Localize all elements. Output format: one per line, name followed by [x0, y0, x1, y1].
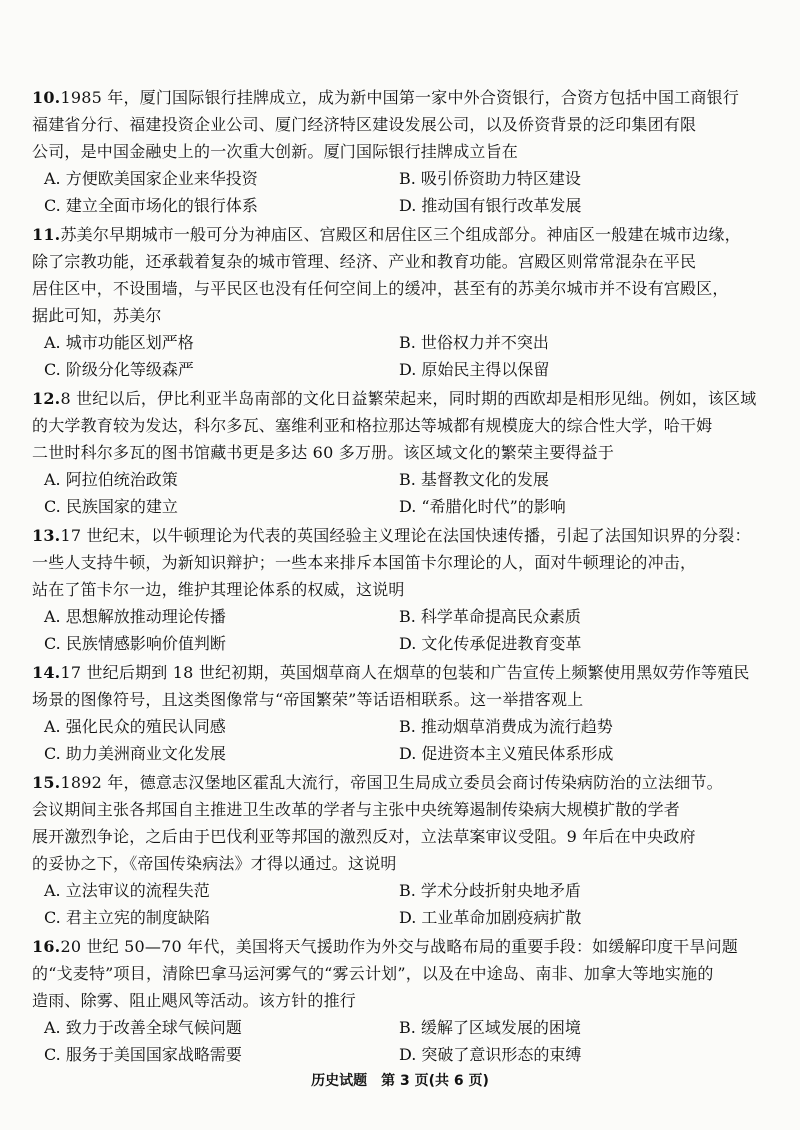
answer-options [32, 713, 772, 767]
question-text: 17 世纪后期到 18 世纪初期，英国烟草商人在烟草的包装和广告宣传上频繁使用黑奴劳作等殖民 [60, 663, 750, 682]
question [32, 522, 772, 657]
question-stem-line [32, 111, 772, 138]
answer-option: C. 民族情感影响价值判断 [44, 634, 226, 653]
answer-option: C. 君主立宪的制度缺陷 [44, 908, 210, 927]
question-text: 二世时科尔多瓦的图书馆藏书更是多达 60 多万册。该区域文化的繁荣主要得益于 [32, 443, 615, 462]
answer-option: D. 突破了意识形态的束缚 [399, 1045, 582, 1064]
question-text: 场景的图像符号，且这类图像常与“帝国繁荣”等话语相联系。这一举措客观上 [32, 690, 584, 709]
question-number: 10. [32, 88, 61, 107]
answer-option: C. 服务于美国国家战略需要 [44, 1045, 242, 1064]
question-stem-line [32, 769, 772, 796]
answer-option: C. 建立全面市场化的银行体系 [44, 196, 258, 215]
question-stem-line [32, 850, 772, 877]
question-stem-line [32, 549, 772, 576]
question [32, 221, 772, 383]
answer-option: B. 科学革命提高民众素质 [399, 607, 581, 626]
answer-option: D. 推动国有银行改革发展 [399, 196, 582, 215]
answer-option: C. 民族国家的建立 [44, 497, 178, 516]
question-list [32, 84, 772, 1070]
question-number: 16. [32, 937, 61, 956]
question [32, 659, 772, 767]
question-text: 的妥协之下，《帝国传染病法》才得以通过。这说明 [32, 854, 397, 873]
answer-option: B. 基督教文化的发展 [399, 470, 549, 489]
question-text: 的“戈麦特”项目，清除巴拿马运河雾气的“雾云计划”，以及在中途岛、南非、加拿大等地实施的 [32, 964, 714, 983]
question-text: 据此可知，苏美尔 [32, 306, 162, 325]
question-number: 15. [32, 773, 61, 792]
answer-option: A. 方便欧美国家企业来华投资 [44, 169, 258, 188]
question-number: 12. [32, 389, 61, 408]
question-text: 8 世纪以后，伊比利亚半岛南部的文化日益繁荣起来，同时期的西欧却是相形见绌。例如，该区域 [60, 389, 757, 408]
question-stem-line [32, 439, 772, 466]
question-text: 公司，是中国金融史上的一次重大创新。厦门国际银行挂牌成立旨在 [32, 142, 519, 161]
question-stem-line [32, 576, 772, 603]
question-number: 14. [32, 663, 61, 682]
question-text: 造雨、除雾、阻止飓风等活动。该方针的推行 [32, 991, 357, 1010]
answer-option: A. 致力于改善全球气候问题 [44, 1018, 242, 1037]
answer-option: B. 吸引侨资助力特区建设 [399, 169, 581, 188]
question-stem-line [32, 522, 772, 549]
answer-options [32, 329, 772, 383]
question-stem-line [32, 960, 772, 987]
question-text: 福建省分行、福建投资企业公司、厦门经济特区建设发展公司，以及侨资背景的泛印集团有限 [32, 115, 697, 134]
question-stem-line [32, 987, 772, 1014]
question-text: 20 世纪 50—70 年代，美国将天气援助作为外交与战略布局的重要手段：如缓解印度干旱问题 [60, 937, 738, 956]
question-text: 一些人支持牛顿，为新知识辩护；一些本来排斥本国笛卡尔理论的人，面对牛顿理论的冲击， [32, 553, 697, 572]
question [32, 769, 772, 931]
answer-options [32, 165, 772, 219]
answer-option: B. 缓解了区域发展的困境 [399, 1018, 581, 1037]
question-stem-line [32, 138, 772, 165]
question-text: 除了宗教功能，还承载着复杂的城市管理、经济、产业和教育功能。宫殿区则常常混杂在平民 [32, 252, 697, 271]
question-text: 站在了笛卡尔一边，维护其理论体系的权威，这说明 [32, 580, 405, 599]
question-text: 居住区中，不设围墙，与平民区也没有任何空间上的缓冲，甚至有的苏美尔城市并不设有宫殿区， [32, 279, 729, 298]
question-stem-line [32, 686, 772, 713]
question-number: 11. [32, 225, 61, 244]
answer-option: A. 立法审议的流程失范 [44, 881, 210, 900]
answer-option: B. 推动烟草消费成为流行趋势 [399, 717, 613, 736]
question-stem-line [32, 385, 772, 412]
question-stem-line [32, 659, 772, 686]
question-stem-line [32, 823, 772, 850]
question-text: 展开激烈争论，之后由于巴伐利亚等邦国的激烈反对，立法草案审议受阻。9 年后在中央政府 [32, 827, 696, 846]
answer-options [32, 1014, 772, 1068]
answer-option: A. 城市功能区划严格 [44, 333, 194, 352]
question-stem-line [32, 84, 772, 111]
question [32, 84, 772, 219]
answer-option: D. 促进资本主义殖民体系形成 [399, 744, 614, 763]
question-text: 17 世纪末，以牛顿理论为代表的英国经验主义理论在法国快速传播，引起了法国知识界的分裂： [60, 526, 751, 545]
question-stem-line [32, 933, 772, 960]
answer-option: A. 思想解放推动理论传播 [44, 607, 226, 626]
question [32, 933, 772, 1068]
answer-option: C. 阶级分化等级森严 [44, 360, 194, 379]
answer-option: C. 助力美洲商业文化发展 [44, 744, 226, 763]
question-text: 苏美尔早期城市一般可分为神庙区、宫殿区和居住区三个组成部分。神庙区一般建在城市边缘， [60, 225, 741, 244]
answer-options [32, 877, 772, 931]
question-number: 13. [32, 526, 61, 545]
answer-option: D. 原始民主得以保留 [399, 360, 550, 379]
answer-option: B. 世俗权力并不突出 [399, 333, 549, 352]
answer-option: A. 阿拉伯统治政策 [44, 470, 178, 489]
question [32, 385, 772, 520]
answer-option: D. 工业革命加剧疫病扩散 [399, 908, 582, 927]
question-stem-line [32, 248, 772, 275]
question-text: 1892 年，德意志汉堡地区霍乱大流行，帝国卫生局成立委员会商讨传染病防治的立法细节。 [60, 773, 723, 792]
question-stem-line [32, 275, 772, 302]
answer-option: D. 文化传承促进教育变革 [399, 634, 582, 653]
question-stem-line [32, 221, 772, 248]
question-stem-line [32, 302, 772, 329]
question-stem-line [32, 796, 772, 823]
question-text: 1985 年，厦门国际银行挂牌成立，成为新中国第一家中外合资银行，合资方包括中国工商银行 [60, 88, 740, 107]
page-footer: 历史试题 第 3 页(共 6 页) [311, 1073, 489, 1089]
answer-option: D. “希腊化时代”的影响 [399, 497, 566, 516]
question-stem-line [32, 412, 772, 439]
answer-option: A. 强化民众的殖民认同感 [44, 717, 226, 736]
answer-options [32, 466, 772, 520]
question-text: 的大学教育较为发达，科尔多瓦、塞维利亚和格拉那达等城都有规模庞大的综合性大学，哈干姆 [32, 416, 713, 435]
question-text: 会议期间主张各邦国自主推进卫生改革的学者与主张中央统筹遏制传染病大规模扩散的学者 [32, 800, 681, 819]
answer-options [32, 603, 772, 657]
answer-option: B. 学术分歧折射央地矛盾 [399, 881, 581, 900]
